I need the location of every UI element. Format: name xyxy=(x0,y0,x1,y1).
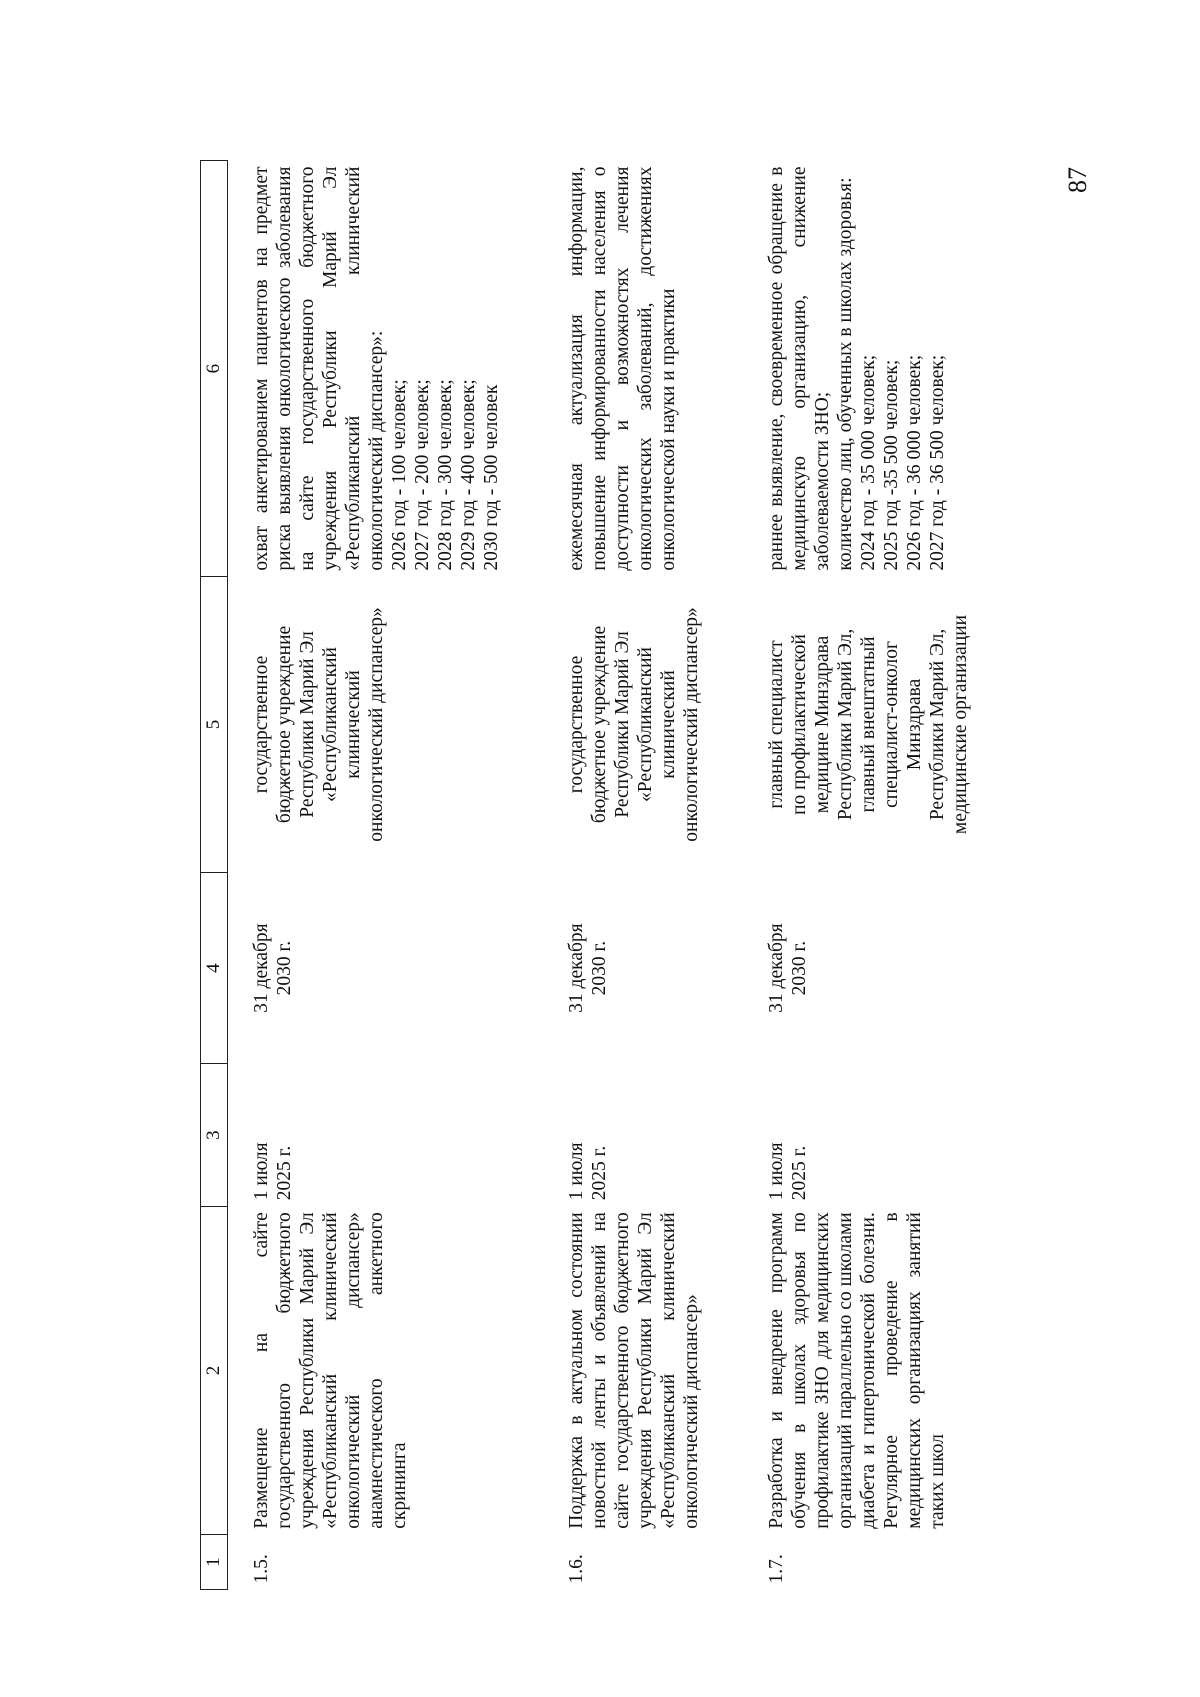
row-number: 1.7. xyxy=(766,1554,787,1584)
end-date-cell xyxy=(743,872,1012,1064)
responsible-cell xyxy=(228,577,544,873)
rotated-table-container xyxy=(200,30,1070,1590)
responsible-text: государственное бюджетное учреждение Республики Марий Эл «Республиканский клинический онкологический диспансер» xyxy=(251,607,387,842)
header-col-1: 1 xyxy=(201,1535,228,1590)
header-col-6: 6 xyxy=(201,161,228,577)
end-date: 31 декабря 2030 г. xyxy=(251,923,295,1013)
measure-cell xyxy=(543,1206,743,1535)
start-date: 1 июля 2025 г. xyxy=(566,1142,610,1201)
start-date-cell xyxy=(743,1064,1012,1206)
measure-text: Поддержка в актуальном состоянии новостной ленты и объявлений на сайте государственного бюджетного учреждения Республики Марий Эл «Республиканский клинический онкологический диспансер» xyxy=(566,1212,702,1529)
responsible-text: государственное бюджетное учреждение Республики Марий Эл «Республиканский клинический онкологический диспансер» xyxy=(566,607,702,842)
end-date-cell xyxy=(543,872,743,1064)
table-row xyxy=(543,161,743,1590)
header-col-2: 2 xyxy=(201,1206,228,1535)
start-date-cell xyxy=(228,1064,544,1206)
responsible-text: главный специалист по профилактической медицине Минздрава Республики Марий Эл, главный внештатный специалист-онколог Минздрава Республики Марий Эл, медицинские организации xyxy=(766,614,971,835)
result-cell xyxy=(743,161,1012,577)
table-row xyxy=(743,161,1012,1590)
end-date-cell xyxy=(228,872,544,1064)
table-header-row xyxy=(201,161,228,1590)
start-date: 1 июля 2025 г. xyxy=(251,1142,295,1201)
header-col-4: 4 xyxy=(201,872,228,1064)
measure-cell xyxy=(228,1206,544,1535)
end-date: 31 декабря 2030 г. xyxy=(766,923,810,1013)
end-date: 31 декабря 2030 г. xyxy=(566,923,610,1013)
start-date: 1 июля 2025 г. xyxy=(766,1142,810,1201)
row-number: 1.5. xyxy=(251,1554,272,1584)
result-text: раннее выявление, своевременное обращение в медицинскую организацию, снижение заболеваемости ЗНО; количество лиц, обученных в школах здоровья: 2024 год - 35 000 человек; 2025 год -35 500 человек; 2026 год - 36 000 человек; 2027 год - 36 500 человек; xyxy=(766,166,948,571)
header-col-5: 5 xyxy=(201,577,228,873)
measure-text: Разработка и внедрение программ обучения в школах здоровья по профилактике ЗНО для медицинских организаций параллельно со школами диабета и гипертонической болезни. Регулярное проведение в медицинских организациях занятий таких школ xyxy=(766,1212,948,1529)
measure-cell xyxy=(743,1206,1012,1535)
result-cell xyxy=(228,161,544,577)
page-number: 87 xyxy=(1063,167,1092,193)
measure-text: Размещение на сайте государственного бюджетного учреждения Республики Марий Эл «Республиканский клинический онкологический диспансер» анамнестического анкетного скрининга xyxy=(251,1212,410,1529)
header-col-3: 3 xyxy=(201,1064,228,1206)
result-cell xyxy=(543,161,743,577)
result-text: ежемесячная актуализация информации, повышение информированности населения о доступности и возможностях лечения онкологических заболеваний, достижениях онкологической науки и практики xyxy=(566,166,679,571)
start-date-cell xyxy=(543,1064,743,1206)
result-text: охват анкетированием пациентов на предмет риска выявления онкологического заболевания на сайте государственного бюджетного учреждения Республики Марий Эл «Республиканский клинический онкологический диспансер»: 2026 год - 100 человек; 2027 год - 200 человек; 2028 год - 300 человек; 2029 год - 400 человек; 2030 год - 500 человек xyxy=(251,166,502,571)
responsible-cell xyxy=(743,577,1012,873)
table-row xyxy=(228,161,544,1590)
responsible-cell xyxy=(543,577,743,873)
row-number: 1.6. xyxy=(566,1554,587,1584)
action-plan-table xyxy=(200,160,1012,1590)
